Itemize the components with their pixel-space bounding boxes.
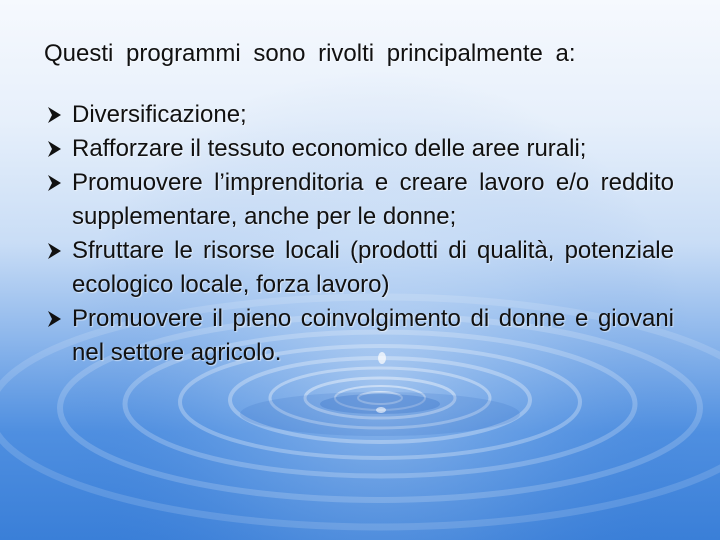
bullet-item — [44, 98, 674, 132]
bullet-item — [44, 234, 674, 302]
bullet-text: Sfruttare le risorse locali (prodotti di qualità, potenziale ecologico locale, forza lavoro) — [72, 237, 674, 298]
arrow-right-icon — [44, 166, 68, 200]
bullet-text: Promuovere l’imprenditoria e creare lavoro e/o reddito supplementare, anche per le donne; — [72, 169, 674, 230]
bullet-text: Promuovere il pieno coinvolgimento di donne e giovani nel settore agricolo. — [72, 305, 674, 366]
bullet-text: Rafforzare il tessuto economico delle aree rurali; — [72, 135, 587, 162]
arrow-right-icon — [44, 98, 68, 132]
bullet-text: Diversificazione; — [72, 101, 247, 128]
bullet-item — [44, 166, 674, 234]
bullet-list — [44, 98, 674, 370]
bullet-item — [44, 132, 674, 166]
arrow-right-icon — [44, 132, 68, 166]
arrow-right-icon — [44, 302, 68, 336]
arrow-right-icon — [44, 234, 68, 268]
slide-title: Questi programmi sono rivolti principalmente a: — [44, 40, 576, 67]
bullet-item — [44, 302, 674, 370]
